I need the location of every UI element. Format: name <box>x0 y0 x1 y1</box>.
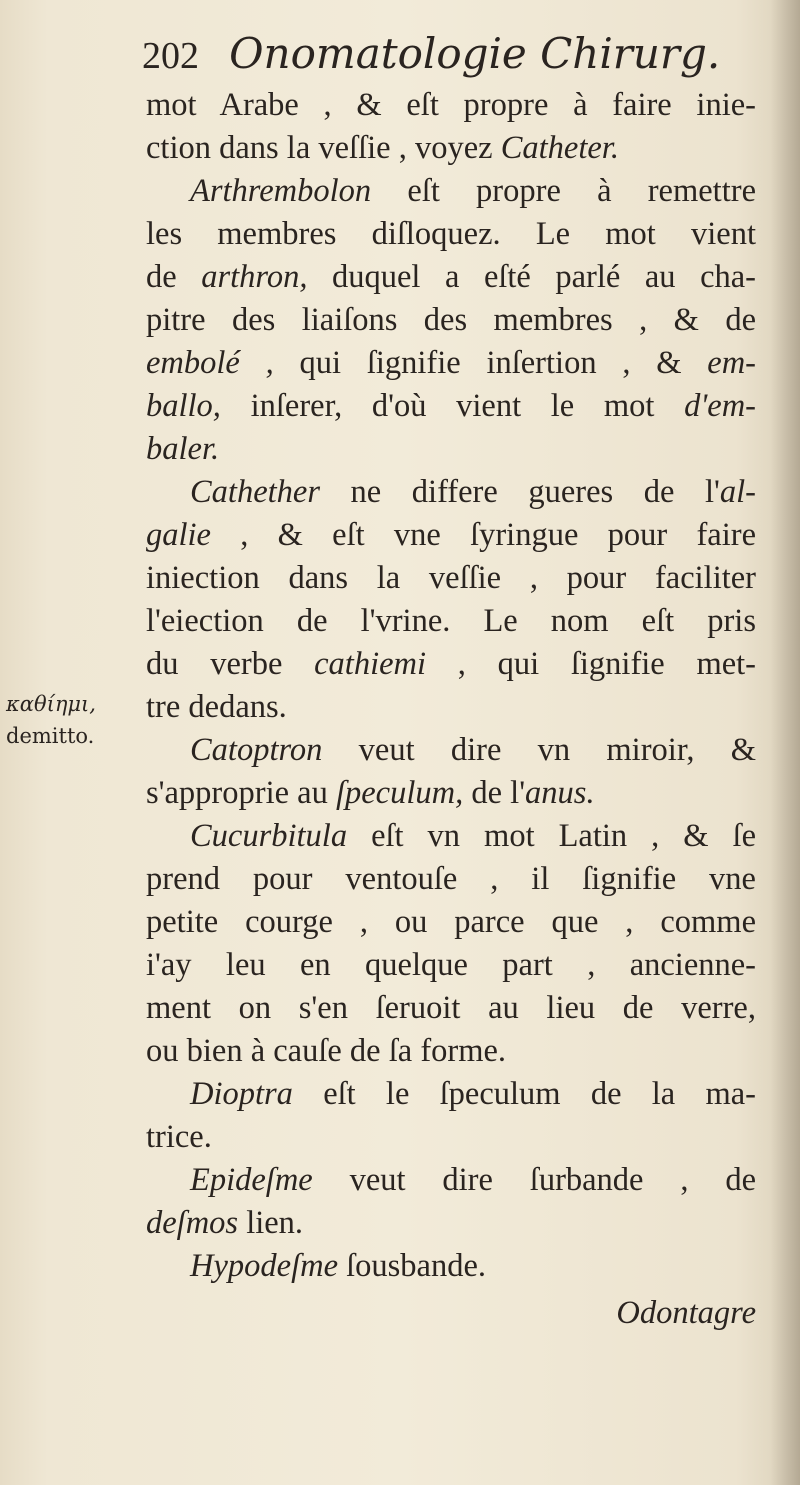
text-segment: les membres diſloquez. Le mot vient <box>146 216 756 252</box>
text-line <box>146 643 756 686</box>
text-segment: duquel a eſté parlé au cha- <box>307 259 756 295</box>
text-segment: ction dans la veſſie , voyez <box>146 130 501 166</box>
italic-term: Hypodeſme <box>190 1248 338 1284</box>
text-segment: veut dire vn miroir, & <box>322 732 756 768</box>
text-segment: prend pour ventouſe , il ſignifie vne <box>146 861 756 897</box>
italic-term: d'em- <box>684 388 756 424</box>
text-line <box>146 772 756 815</box>
text-line <box>146 1030 756 1073</box>
text-line <box>146 944 756 987</box>
text-line <box>146 385 756 428</box>
italic-term: deſmos <box>146 1205 239 1241</box>
text-line <box>146 428 756 471</box>
text-line <box>146 127 756 170</box>
italic-term: em- <box>707 345 756 381</box>
italic-term: ballo, <box>146 388 221 424</box>
italic-term: Catheter. <box>500 130 619 166</box>
text-segment: ne differe gueres de l' <box>319 474 720 510</box>
italic-term: galie <box>146 517 211 553</box>
text-segment: tre dedans. <box>146 689 287 725</box>
text-line <box>146 686 756 729</box>
text-line <box>146 729 756 772</box>
text-line <box>146 600 756 643</box>
text-segment: , & eſt vne ſyringue pour faire <box>210 517 756 553</box>
text-segment: de l' <box>463 775 526 811</box>
text-line <box>146 987 756 1030</box>
text-segment: eſt propre à remettre <box>371 173 756 209</box>
text-segment: i'ay leu en quelque part , ancienne- <box>146 947 756 983</box>
text-line <box>146 170 756 213</box>
italic-term: arthron, <box>201 259 308 295</box>
text-segment: qui ſignifie inſertion , & <box>273 345 708 381</box>
text-segment: de <box>146 259 202 295</box>
text-line <box>146 213 756 256</box>
text-segment: petite courge , ou parce que , comme <box>146 904 756 940</box>
text-line <box>146 1245 756 1288</box>
text-segment: veut dire ſurbande , de <box>312 1162 756 1198</box>
text-line <box>146 901 756 944</box>
running-title: Onomatologie Chirurg. <box>229 29 721 78</box>
italic-term: Epideſme <box>190 1162 313 1198</box>
italic-term: Dioptra <box>190 1076 293 1112</box>
margin-note <box>6 688 146 752</box>
italic-term: embolé , <box>146 345 274 381</box>
text-line <box>146 256 756 299</box>
margin-note-latin: demitto. <box>6 724 95 748</box>
text-line <box>146 1116 756 1159</box>
catchword: Odontagre <box>616 1295 756 1331</box>
italic-term: al- <box>719 474 756 510</box>
text-segment: iniection dans la veſſie , pour faciliter <box>146 560 756 596</box>
text-segment: ou bien à cauſe de ſa forme. <box>146 1033 507 1069</box>
italic-term: Cathether <box>190 474 320 510</box>
italic-term: Catoptron <box>190 732 323 768</box>
text-line <box>146 514 756 557</box>
text-segment: , qui ſignifie met- <box>426 646 756 682</box>
text-segment: mot Arabe , & eſt propre à faire inie- <box>146 87 756 123</box>
text-line <box>146 84 756 127</box>
italic-term: Arthrembolon <box>190 173 372 209</box>
italic-term: cathiemi <box>314 646 427 682</box>
text-line <box>146 557 756 600</box>
italic-term: ſpeculum, <box>335 775 464 811</box>
text-line <box>146 1202 756 1245</box>
text-segment: pitre des liaiſons des membres , & de <box>146 302 756 338</box>
text-line <box>146 858 756 901</box>
text-line <box>146 299 756 342</box>
italic-term: anus. <box>525 775 595 811</box>
text-line <box>146 1073 756 1116</box>
margin-note-greek: καθίημι, <box>6 692 96 716</box>
text-segment: l'eiection de l'vrine. Le nom eſt pris <box>146 603 756 639</box>
text-segment: lien. <box>238 1205 304 1241</box>
page-gutter-shadow <box>770 0 800 1485</box>
text-segment: eſt le ſpeculum de la ma- <box>292 1076 756 1112</box>
text-segment: ment on s'en ſeruoit au lieu de verre, <box>146 990 756 1026</box>
text-segment: inſerer, d'où vient le mot <box>220 388 685 424</box>
running-header <box>142 24 720 84</box>
page-number: 202 <box>142 35 199 77</box>
body-text <box>146 84 756 1335</box>
text-line <box>146 1159 756 1202</box>
text-segment: du verbe <box>146 646 315 682</box>
text-segment: trice. <box>146 1119 212 1155</box>
text-line <box>146 815 756 858</box>
text-segment: s'approprie au <box>146 775 336 811</box>
italic-term: Cucurbitula <box>190 818 348 854</box>
text-segment: ſousbande. <box>338 1248 487 1284</box>
text-line <box>146 342 756 385</box>
text-segment: eſt vn mot Latin , & ſe <box>347 818 756 854</box>
text-line <box>146 471 756 514</box>
italic-term: baler. <box>146 431 220 467</box>
